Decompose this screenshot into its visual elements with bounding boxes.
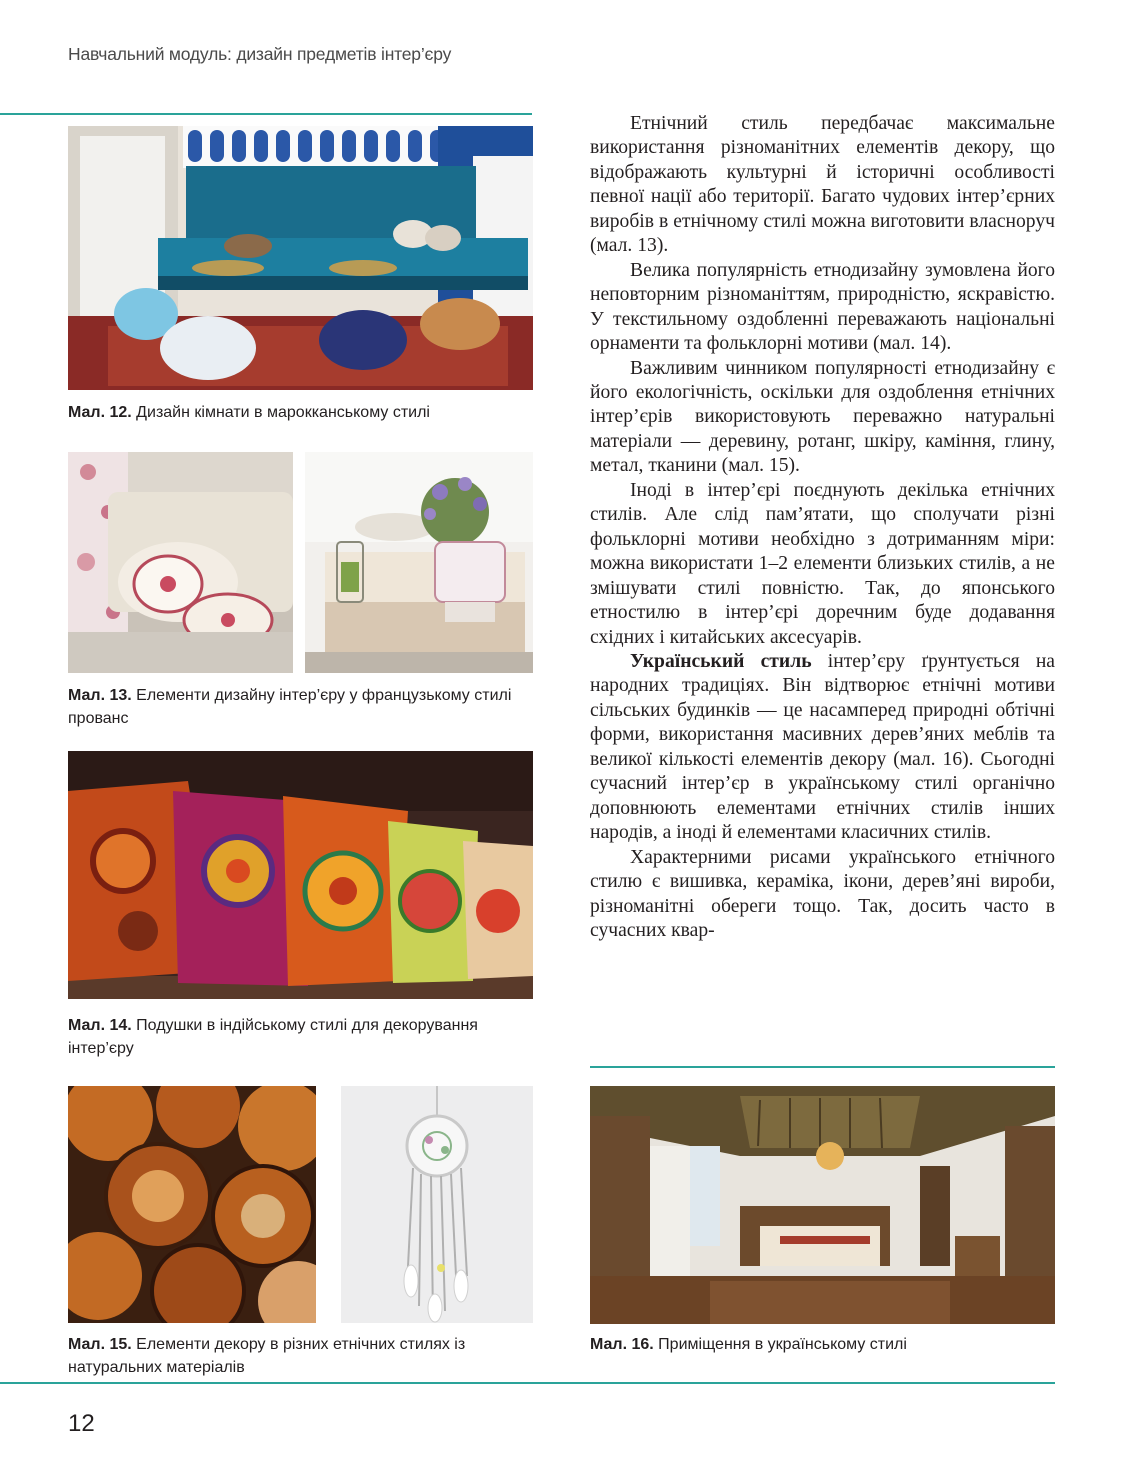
- caption-12: [68, 401, 538, 424]
- caption-13-text: Елементи дизайну інтер’єру у французькому стилі прованс: [68, 687, 512, 727]
- mid-rule: [590, 1066, 1055, 1068]
- caption-16-text: Приміщення в українському стилі: [658, 1336, 907, 1353]
- caption-15-label: Мал. 15.: [68, 1336, 132, 1353]
- caption-14: [68, 1014, 538, 1060]
- ukrainian-style-term: Український стиль: [630, 650, 812, 672]
- caption-16-label: Мал. 16.: [590, 1336, 654, 1353]
- caption-15: [68, 1333, 538, 1379]
- top-rule: [0, 113, 532, 115]
- figure-13-provence-pillows: [68, 452, 293, 673]
- caption-13: [68, 684, 538, 730]
- bottom-rule: [0, 1382, 1055, 1384]
- running-title: Навчальний модуль: дизайн предметів інтер’єру: [68, 44, 452, 64]
- figure-14-indian-pillows: [68, 751, 533, 999]
- caption-13-label: Мал. 13.: [68, 687, 132, 704]
- figure-15-dreamcatcher: [341, 1086, 533, 1323]
- figure-16-ukrainian-room: [590, 1086, 1055, 1324]
- caption-12-text: Дизайн кімнати в марокканському стилі: [136, 404, 430, 421]
- paragraph-6: Характерними рисами українського етнічного стилю є вишивка, кераміка, ікони, дерев’яні вироби, різноманітні обереги тощо. Так, досить часто в сучасних квар-: [590, 846, 1055, 941]
- page-number: 12: [68, 1410, 95, 1437]
- figure-15-carved-gourds: [68, 1086, 316, 1323]
- caption-16: [590, 1333, 1060, 1356]
- paragraph-1: Етнічний стиль передбачає максимальне використання різноманітних елементів декору, що відображають культурні й історичні особливості певної нації або території. Багато чудових інтер’єрних виробів в етнічному стилі можна виготовити власноруч (мал. 13).: [590, 113, 1055, 257]
- caption-14-text: Подушки в індійському стилі для декорування інтер’єру: [68, 1017, 478, 1057]
- caption-12-label: Мал. 12.: [68, 404, 132, 421]
- paragraph-5-text: інтер’єру ґрунтується на народних традиціях. Він відтворює етнічні мотиви сільських будинків — це насамперед природні обтічні форми, використання масивних дерев’яних меблів та великої кількості елементів декору (мал. 16). Сьогодні сучасний інтер’єр в українському стилі органічно доповнюють елементами етнічних стилів інших народів, а іноді й елементами класичних стилів.: [590, 650, 1055, 844]
- paragraph-4: Іноді в інтер’єрі поєднують декілька етнічних стилів. Але слід пам’ятати, що сполучати різні фольклорні мотиви необхідно з дотриманням міри: можна використати 1–2 елементи близьких стилів, а не змішувати стилі повністю. Так, до японського етностилю в інтер’єрі доречним буде додавання східних і китайських аксесуарів.: [590, 479, 1055, 648]
- paragraph-2: Велика популярність етнодизайну зумовлена його неповторним різноманіттям, природністю, яскравістю. У текстильному оздобленні переважають національні орнаменти та фольклорні мотиви (мал. 14).: [590, 259, 1055, 355]
- body-text-column: [590, 112, 1055, 943]
- figure-13-provence-table: [305, 452, 533, 673]
- paragraph-5: [590, 650, 1055, 846]
- figure-12-moroccan-room: [68, 126, 533, 390]
- caption-14-label: Мал. 14.: [68, 1017, 132, 1034]
- caption-15-text: Елементи декору в різних етнічних стилях із натуральних матеріалів: [68, 1336, 466, 1376]
- paragraph-3: Важливим чинником популярності етнодизайну є його екологічність, оскільки для оздоблення етнічних інтер’єрів використовують переважно натуральні матеріали — деревину, ротанг, шкіру, каміння, глину, метал, тканини (мал. 15).: [590, 357, 1055, 477]
